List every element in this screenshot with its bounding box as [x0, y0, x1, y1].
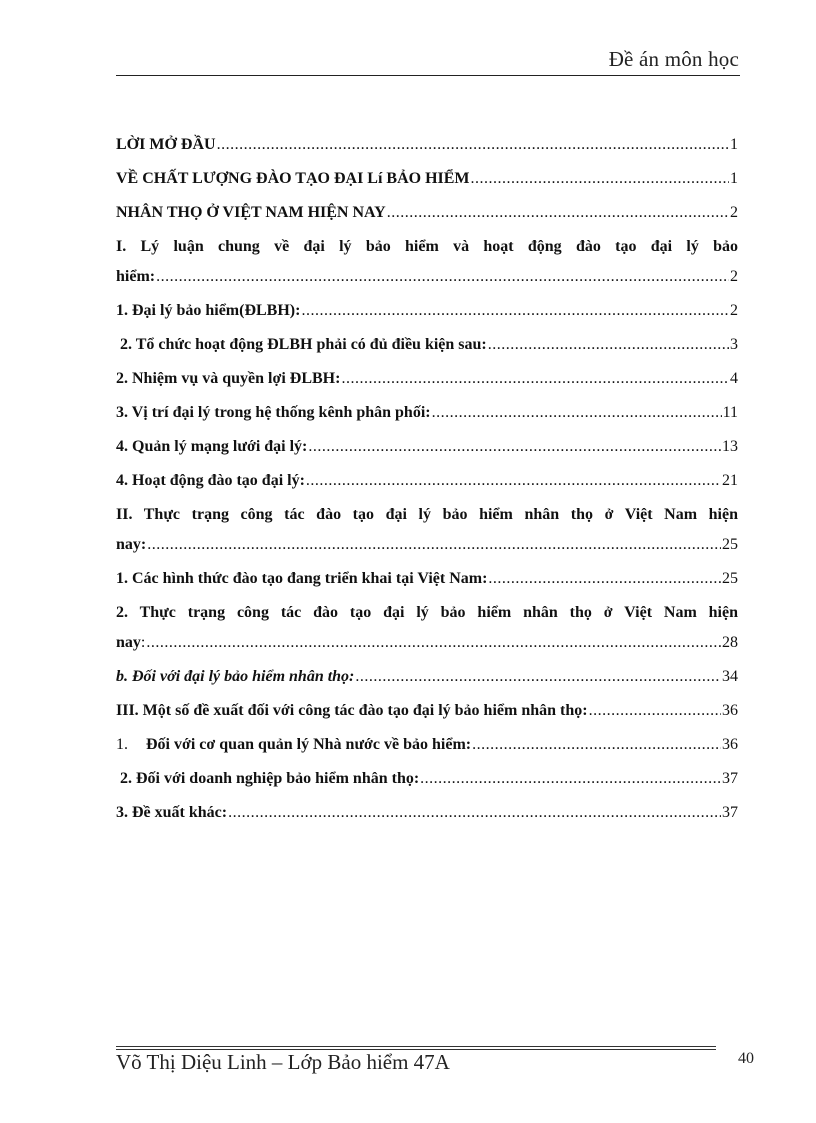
toc-page-number: 2 — [730, 302, 738, 319]
toc-entry[interactable] — [116, 232, 738, 292]
toc-entry[interactable] — [116, 696, 738, 726]
toc-entry-title-line2-text: nay — [116, 634, 141, 651]
toc-entry-title: 2. Đối với doanh nghiệp bảo hiểm nhân thọ: — [116, 770, 420, 787]
toc-entry[interactable] — [116, 500, 738, 560]
toc-entry-title-line1: I. Lý luận chung về đại lý bảo hiểm và hoạt động đào tạo đại lý bảo — [116, 238, 738, 255]
toc-entry[interactable] — [116, 164, 738, 194]
toc-entry-title-line2 — [116, 628, 145, 658]
toc-leader — [308, 432, 721, 462]
toc-leader — [472, 730, 721, 760]
toc-entry-title-line2: nay: — [116, 536, 147, 553]
toc-entry-title: 4. Quản lý mạng lưới đại lý: — [116, 438, 308, 455]
toc-entry[interactable] — [116, 198, 738, 228]
toc-leader — [355, 662, 721, 692]
toc-leader — [387, 198, 729, 228]
toc-entry[interactable] — [116, 730, 738, 760]
toc-entry[interactable] — [116, 130, 738, 160]
toc-entry-title-line1: 2. Thực trạng công tác đào tạo đại lý bảo hiểm nhân thọ ở Việt Nam hiện — [116, 604, 738, 621]
footer-author: Võ Thị Diệu Linh – Lớp Bảo hiểm 47A — [116, 1050, 450, 1074]
toc-leader — [306, 466, 721, 496]
toc-page-number: 4 — [730, 370, 738, 387]
toc-leader — [488, 564, 721, 594]
toc-entry[interactable] — [116, 330, 738, 360]
toc-page-number: 21 — [722, 472, 738, 489]
toc-leader — [301, 296, 729, 326]
toc-entry[interactable] — [116, 564, 738, 594]
toc-entry-title: 4. Hoạt động đào tạo đại lý: — [116, 472, 305, 489]
toc-entry[interactable] — [116, 764, 738, 794]
toc-entry-title: 3. Vị trí đại lý trong hệ thống kênh phân phối: — [116, 404, 431, 421]
toc-entry-title-text: Đối với cơ quan quản lý Nhà nước về bảo hiểm: — [146, 736, 472, 753]
toc-entry[interactable] — [116, 432, 738, 462]
footer-page-number: 40 — [738, 1050, 754, 1067]
toc-entry-title: 2. Nhiệm vụ và quyền lợi ĐLBH: — [116, 370, 341, 387]
toc-entry[interactable] — [116, 798, 738, 828]
toc-entry-title: 1. Các hình thức đào tạo đang triển khai tại Việt Nam: — [116, 570, 488, 587]
toc-entry-title-line2-suffix: : — [140, 634, 146, 651]
toc-page-number: 25 — [722, 536, 738, 553]
toc-entry-title-line2: hiểm: — [116, 268, 156, 285]
toc-leader — [147, 530, 721, 560]
toc-entry[interactable] — [116, 466, 738, 496]
header-rule — [116, 75, 740, 76]
toc-entry-title-line1: II. Thực trạng công tác đào tạo đại lý bảo hiểm nhân thọ ở Việt Nam hiện — [116, 506, 738, 523]
toc-entry[interactable] — [116, 598, 738, 658]
toc-entry[interactable] — [116, 296, 738, 326]
toc-page-number: 25 — [722, 570, 738, 587]
toc-page-number: 3 — [730, 336, 738, 353]
toc-leader — [488, 330, 729, 360]
footer-rule — [116, 1046, 716, 1047]
toc-leader — [471, 164, 729, 194]
table-of-contents — [116, 130, 738, 828]
header-title: Đề án môn học — [608, 47, 739, 71]
toc-entry-title: 1. Đại lý bảo hiểm(ĐLBH): — [116, 302, 301, 319]
toc-leader — [156, 262, 729, 292]
toc-page-number: 37 — [722, 770, 738, 787]
toc-leader — [432, 398, 722, 428]
toc-leader — [217, 130, 729, 160]
toc-entry-title: VỀ CHẤT LƯỢNG ĐÀO TẠO ĐẠI Lí BẢO HIỂM — [116, 170, 470, 187]
toc-entry-title — [116, 730, 471, 760]
toc-leader — [228, 798, 721, 828]
toc-leader — [420, 764, 721, 794]
toc-leader — [146, 628, 721, 658]
toc-entry-title: III. Một số đề xuất đối với công tác đào tạo đại lý bảo hiểm nhân thọ: — [116, 702, 588, 719]
toc-page-number: 1 — [730, 170, 738, 187]
toc-entry-number: 1. — [116, 736, 128, 753]
toc-page-number: 28 — [722, 634, 738, 651]
toc-page-number: 1 — [730, 136, 738, 153]
toc-page-number: 11 — [722, 404, 738, 421]
toc-entry-title: 2. Tổ chức hoạt động ĐLBH phải có đủ điều kiện sau: — [116, 336, 487, 353]
toc-entry[interactable] — [116, 364, 738, 394]
toc-page-number: 2 — [730, 268, 738, 285]
toc-entry[interactable] — [116, 398, 738, 428]
toc-entry-title: LỜI MỞ ĐẦU — [116, 136, 216, 153]
toc-page-number: 2 — [730, 204, 738, 221]
toc-entry-title: 3. Đề xuất khác: — [116, 804, 228, 821]
toc-entry-title: NHÂN THỌ Ở VIỆT NAM HIỆN NAY — [116, 204, 386, 221]
toc-leader — [341, 364, 729, 394]
toc-page-number: 13 — [722, 438, 738, 455]
toc-entry[interactable] — [116, 662, 738, 692]
toc-page-number: 37 — [722, 804, 738, 821]
toc-leader — [589, 696, 721, 726]
toc-page-number: 34 — [722, 668, 738, 685]
toc-page-number: 36 — [722, 702, 738, 719]
toc-page-number: 36 — [722, 736, 738, 753]
toc-entry-title: b. Đối với đại lý bảo hiểm nhân thọ: — [116, 668, 355, 685]
